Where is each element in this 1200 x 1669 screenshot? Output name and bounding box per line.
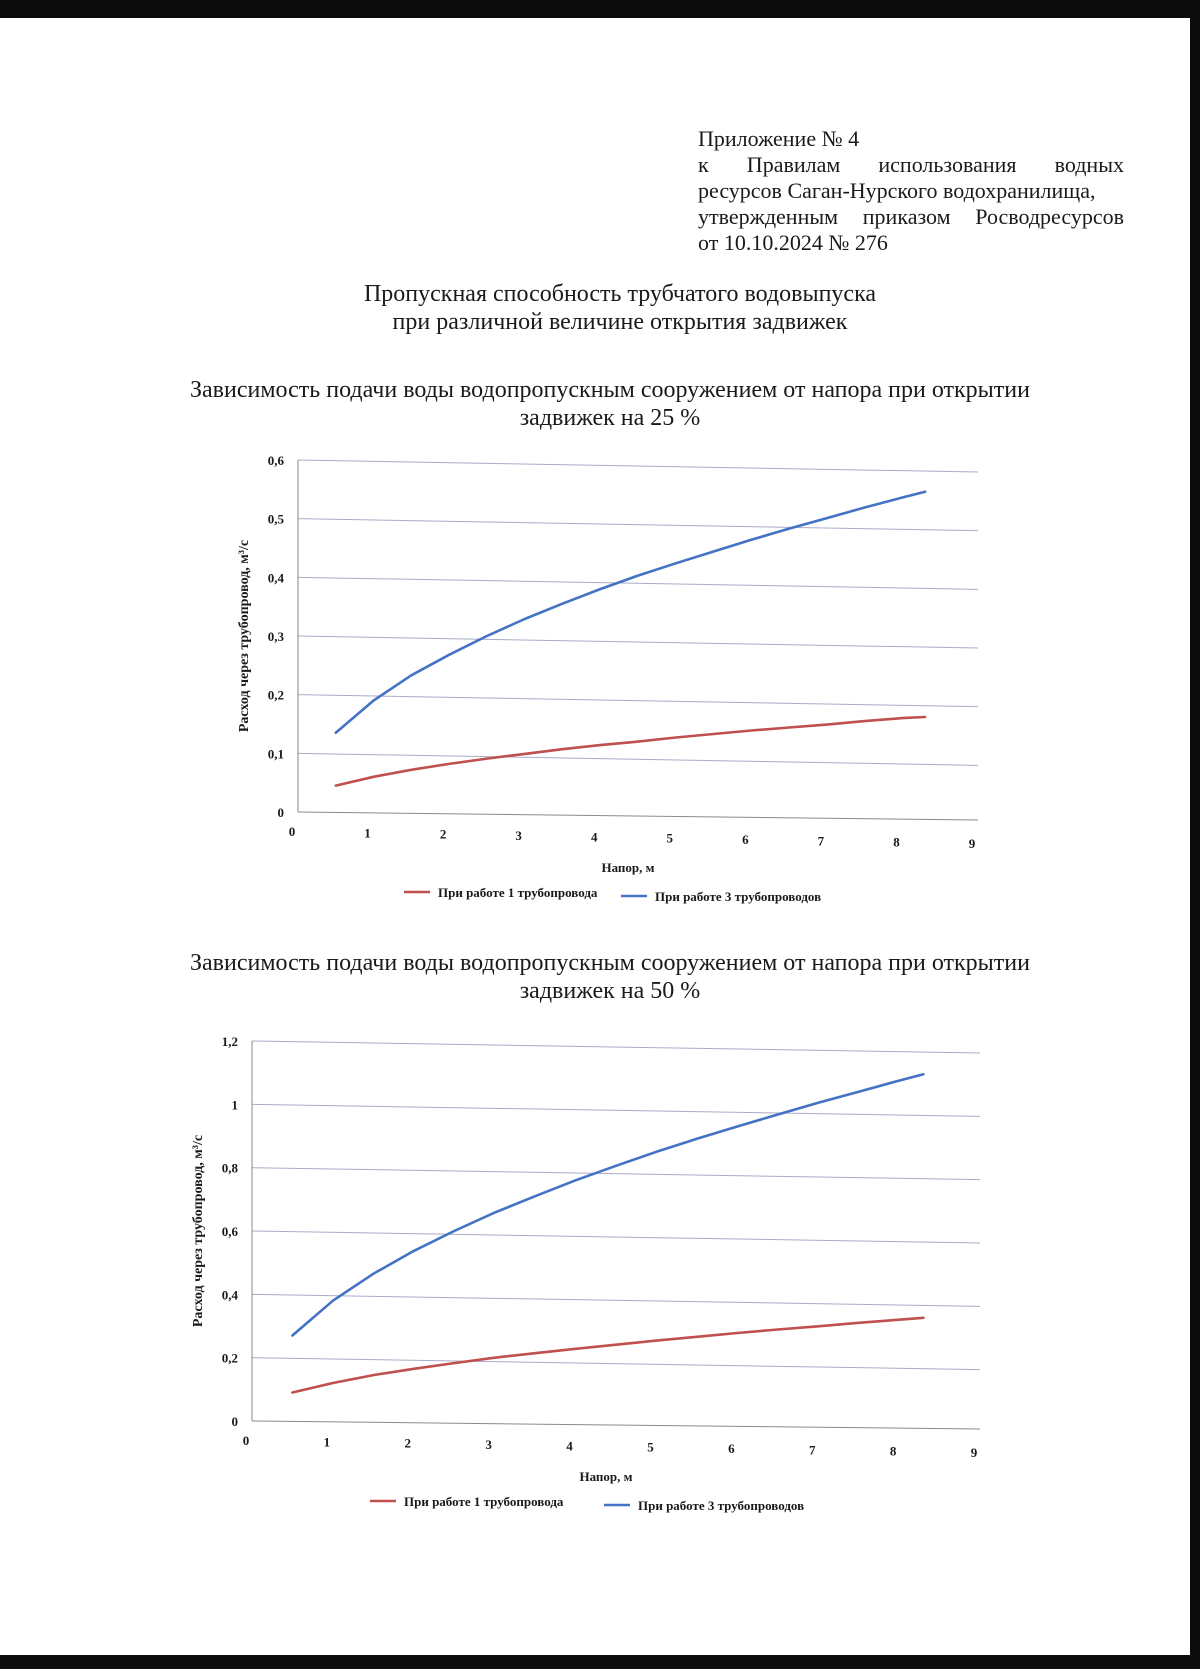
chart-2-gridline: [252, 1231, 980, 1243]
chart-2-x-tick-label: 0: [242, 1433, 250, 1448]
scan-border-top: [0, 0, 1200, 18]
chart-1-x-axis-label: Напор, м: [601, 860, 655, 875]
chart-2-gridline: [252, 1294, 980, 1306]
chart-2-x-axis: [252, 1421, 980, 1429]
chart-1-y-tick-label: 0,6: [267, 453, 284, 468]
chart-1-gridline: [298, 519, 978, 531]
chart-2-x-tick-label: 7: [808, 1442, 816, 1458]
chart-1-x-tick-label: 8: [893, 834, 900, 850]
chart-1-gridline: [298, 460, 978, 472]
chart-2-x-axis-label: Напор, м: [579, 1469, 633, 1484]
chart-1-gridline: [298, 577, 978, 589]
chart-2-legend-label-2: При работе 3 трубопроводов: [638, 1498, 805, 1513]
chart-2-y-tick-label: 0,2: [221, 1350, 238, 1366]
chart-1-y-tick-label: 0,4: [267, 570, 284, 586]
chart-2-y-tick-label: 1: [231, 1097, 238, 1113]
chart-1-x-tick-label: 6: [742, 832, 749, 847]
chart-1-title-line-1: Зависимость подачи воды водопропускным сооружением от напора при открытии: [190, 377, 1030, 403]
chart-1-x-tick-label: 4: [590, 829, 598, 845]
page-title: [230, 280, 1010, 336]
chart-1-series-line-1: [336, 717, 925, 786]
chart-1-y-tick-label: 0,3: [267, 629, 284, 644]
chart-2-x-tick-label: 8: [889, 1443, 897, 1459]
page-title-line-2: при различной величине открытия задвижек: [392, 309, 848, 335]
chart-2-y-tick-label: 0,6: [221, 1224, 238, 1239]
chart-2-x-tick-label: 5: [647, 1439, 654, 1455]
chart-2-gridline: [252, 1168, 980, 1180]
chart-2-gridline: [252, 1104, 980, 1116]
chart-2-y-tick-label: 0,4: [221, 1287, 238, 1303]
chart-2-x-tick-label: 6: [728, 1441, 735, 1456]
chart-1-title: [140, 376, 1080, 432]
chart-1-y-tick-label: 0: [277, 805, 284, 820]
chart-1-x-tick-label: 7: [817, 833, 825, 849]
chart-2-x-tick-label: 9: [970, 1445, 978, 1460]
chart-1-y-tick-label: 0,5: [267, 511, 284, 527]
chart-2-gridline: [252, 1358, 980, 1370]
chart-1-x-tick-label: 0: [288, 824, 296, 839]
chart-2-title-line-2: задвижек на 50 %: [519, 978, 701, 1004]
appendix-header: [698, 126, 1124, 256]
chart-1-x-tick-label: 1: [364, 825, 371, 841]
chart-2-x-tick-label: 4: [566, 1438, 573, 1454]
chart-1-title-line-2: задвижек на 25 %: [519, 405, 701, 431]
appendix-rules-line: к Правилам использования водных: [698, 152, 1124, 177]
chart-1: [0, 440, 1200, 910]
chart-2-x-tick-label: 3: [485, 1437, 492, 1452]
chart-2-y-axis-label: Расход через трубопровод, м³/с: [191, 1134, 206, 1328]
scan-border-bottom: [0, 1655, 1200, 1669]
chart-1-y-axis-label: Расход через трубопровод, м³/с: [237, 539, 252, 733]
chart-1-x-tick-label: 3: [515, 828, 522, 843]
chart-2-title: [140, 949, 1080, 1005]
chart-1-x-axis: [298, 812, 978, 820]
chart-2-x-tick-label: 1: [323, 1434, 331, 1450]
chart-2: [0, 1025, 1200, 1525]
chart-2-series-line-1: [292, 1318, 923, 1393]
appendix-date-line: от 10.10.2024 № 276: [698, 230, 888, 255]
chart-2-y-tick-label: 0: [231, 1414, 238, 1429]
chart-1-y-tick-label: 0,1: [267, 746, 284, 762]
chart-1-x-tick-label: 5: [666, 830, 674, 846]
chart-1-x-tick-label: 2: [439, 826, 447, 842]
chart-1-gridline: [298, 753, 978, 765]
chart-1-legend-label-1: При работе 1 трубопровода: [438, 885, 598, 900]
appendix-reservoir-line: ресурсов Саган-Нурского водохранилища,: [698, 178, 1096, 203]
chart-1-gridline: [298, 695, 978, 707]
chart-1-y-tick-label: 0,2: [267, 687, 284, 703]
appendix-order-line: утвержденным приказом Росводресурсов: [698, 204, 1124, 229]
page-title-line-1: Пропускная способность трубчатого водовыпуска: [363, 281, 877, 307]
chart-1-x-tick-label: 9: [968, 836, 976, 851]
appendix-number: Приложение № 4: [698, 126, 860, 151]
chart-2-y-tick-label: 1,2: [221, 1034, 238, 1049]
chart-2-legend-label-1: При работе 1 трубопровода: [404, 1494, 564, 1509]
chart-2-gridline: [252, 1041, 980, 1053]
chart-2-x-tick-label: 2: [404, 1435, 412, 1451]
chart-1-gridline: [298, 636, 978, 648]
chart-2-y-tick-label: 0,8: [221, 1160, 238, 1176]
chart-1-legend-label-2: При работе 3 трубопроводов: [655, 889, 822, 904]
chart-2-title-line-1: Зависимость подачи воды водопропускным сооружением от напора при открытии: [190, 950, 1030, 976]
